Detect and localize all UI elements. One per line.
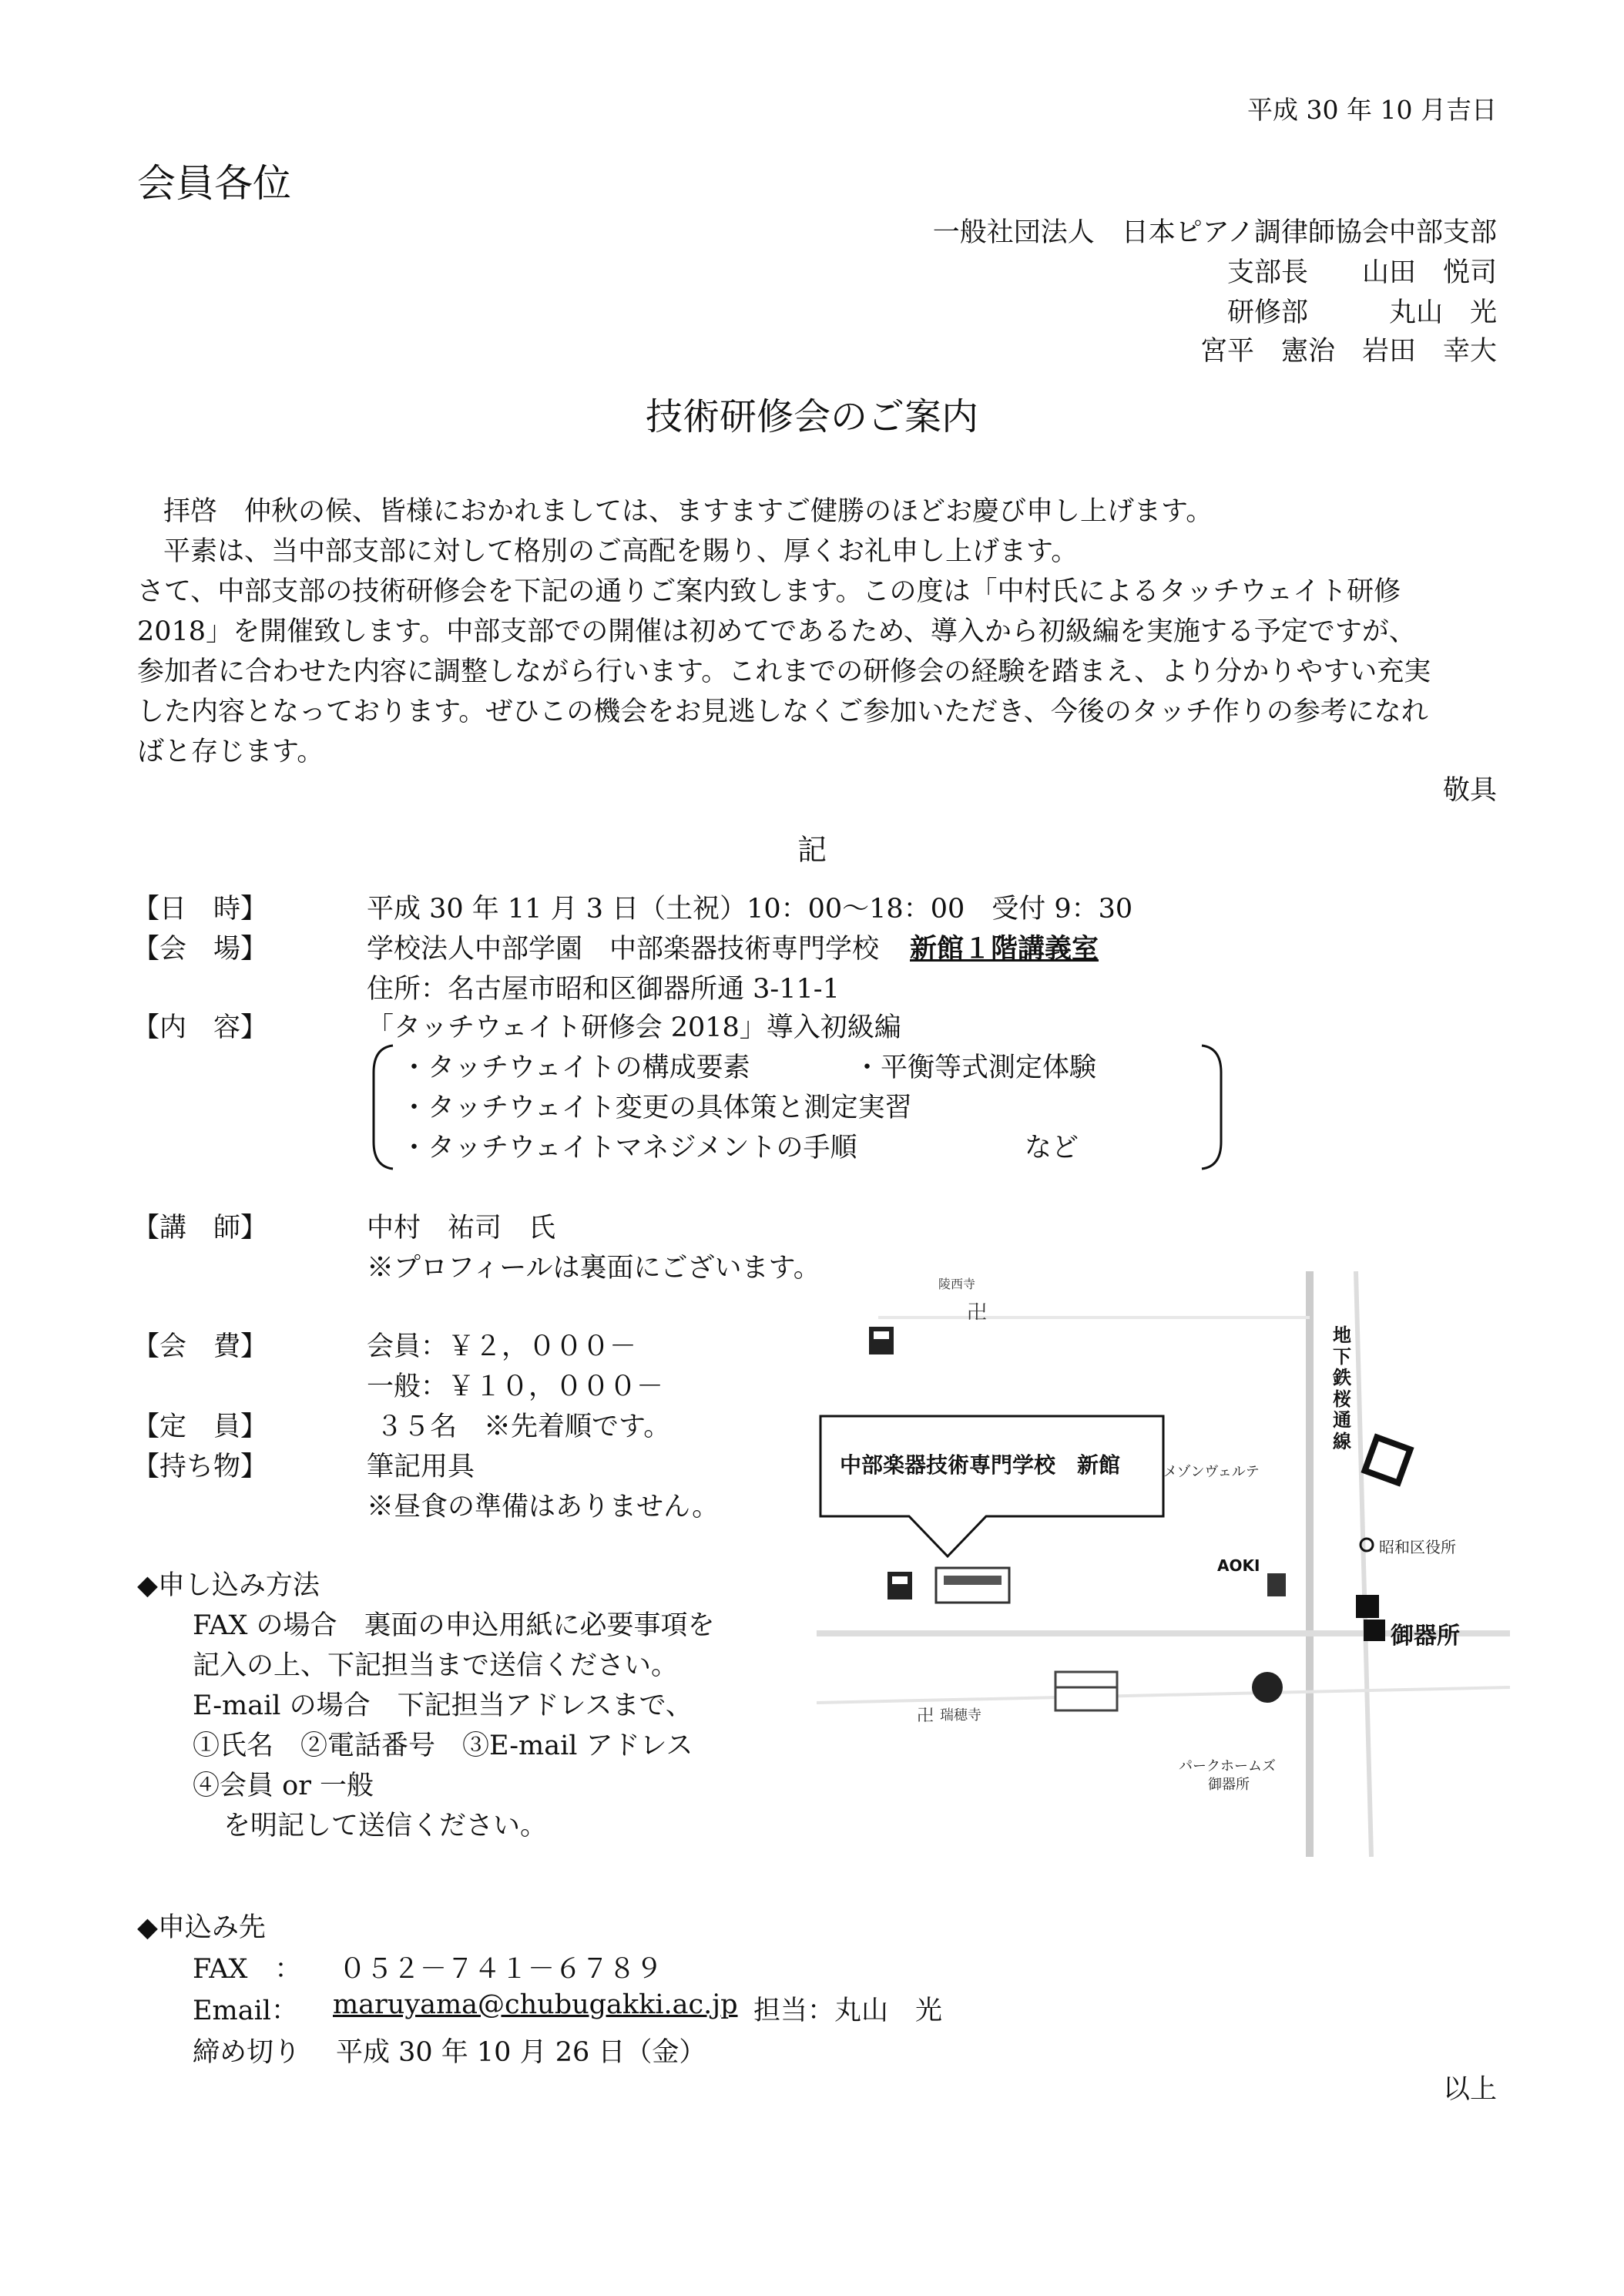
signer-1: 支部長 山田 悦司	[1226, 257, 1497, 288]
access-map	[817, 1271, 1510, 1857]
lecturer-label: 【講 師】	[133, 1213, 268, 1244]
email-label: Email：	[193, 1996, 298, 2026]
items-value: 筆記用具	[367, 1452, 475, 1482]
map-label-aoki: AOKI	[1217, 1556, 1260, 1575]
venue-name: 学校法人中部学園 中部楽器技術専門学校	[367, 934, 880, 965]
fee-member: 会員：￥２，０００－	[367, 1331, 637, 1362]
capacity-label: 【定 員】	[133, 1412, 268, 1442]
deadline-label: 締め切り	[193, 2037, 301, 2068]
signer-3: 宮平 憲治 岩田 幸大	[1200, 336, 1497, 367]
apply-line-5: ④会員 or 一般	[193, 1771, 374, 1801]
map-label-mezon: メゾンヴェルテ	[1163, 1464, 1260, 1480]
venue-value	[367, 928, 1099, 966]
capacity-value: ３５名 ※先着順です。	[376, 1412, 671, 1442]
map-label-ward-office: 昭和区役所	[1379, 1538, 1456, 1556]
lecturer-note: ※プロフィールは裏面にございます。	[367, 1253, 820, 1284]
items-label: 【持ち物】	[133, 1452, 268, 1482]
venue-address: 住所：名古屋市昭和区御器所通 3-11-1	[367, 974, 840, 1005]
email-address[interactable]: maruyama@chubugakki.ac.jp	[333, 1989, 738, 2020]
svg-text:卍: 卍	[917, 1707, 934, 1726]
body-line-6: した内容となっております。ぜひこの機会をお見逃しなくご参加いただき、今後のタッチ作りの参考になれ	[137, 697, 1428, 727]
temple-icon: 卍	[967, 1301, 988, 1324]
map-callout: 中部楽器技術専門学校 新館	[840, 1452, 1121, 1478]
page-title: 技術研修会のご案内	[645, 395, 978, 438]
content-label: 【内 容】	[133, 1012, 268, 1043]
items-note: ※昼食の準備はありません。	[367, 1492, 720, 1522]
fax-number: ０５２－７４１－６７８９	[339, 1954, 663, 1985]
map-label-park2: 御器所	[1208, 1777, 1250, 1793]
body-line-5: 参加者に合わせた内容に調整しながら行います。これまでの研修会の経験を踏まえ、より分かりやすい充実	[137, 656, 1431, 687]
map-label-temple2: 瑞穂寺	[940, 1707, 981, 1724]
map-temple-top: 陵西寺	[938, 1277, 976, 1291]
map-label-station: 御器所	[1391, 1623, 1460, 1650]
fax-label: FAX ：	[193, 1954, 302, 1985]
content-item-3: ・タッチウェイトマネジメントの手順	[401, 1133, 857, 1163]
body-line-3: さて、中部支部の技術研修会を下記の通りご案内致します。この度は「中村氏によるタッチウェイト研修	[137, 576, 1401, 607]
fee-label: 【会 費】	[133, 1331, 268, 1362]
venue-room: 新館１階講義室	[910, 933, 1099, 965]
lecturer-value: 中村 祐司 氏	[367, 1213, 556, 1244]
content-item-1: ・タッチウェイトの構成要素	[401, 1052, 750, 1083]
organization-name: 一般社団法人 日本ピアノ調律師協会中部支部	[932, 217, 1497, 248]
apply-line-3: E-mail の場合 下記担当アドレスまで、	[193, 1690, 693, 1721]
body-line-4: 2018」を開催致します。中部支部での開催は初めてであるため、導入から初級編を実施する予定ですが、	[137, 616, 1416, 647]
content-value: 「タッチウェイト研修会 2018」導入初級編	[367, 1012, 901, 1043]
apply-line-1: FAX の場合 裏面の申込用紙に必要事項を	[193, 1610, 715, 1641]
end-word: 以上	[1442, 2074, 1497, 2105]
deadline-value: 平成 30 年 10 月 26 日（金）	[336, 2037, 706, 2068]
content-item-1b: ・平衡等式測定体験	[854, 1052, 1097, 1083]
apply-line-4: ①氏名 ②電話番号 ③E-mail アドレス	[193, 1730, 693, 1761]
content-item-2: ・タッチウェイト変更の具体策と測定実習	[401, 1093, 912, 1123]
fee-general: 一般：￥１０，０００－	[367, 1371, 664, 1402]
datetime-label: 【日 時】	[133, 894, 268, 925]
contact-person: 担当：丸山 光	[753, 1996, 943, 2026]
apply-line-6: を明記して送信ください。	[223, 1811, 548, 1841]
body-line-7: ばと存じます。	[137, 737, 324, 767]
map-graphic	[817, 1271, 1510, 1857]
apply-line-2: 記入の上、下記担当まで送信ください。	[193, 1650, 679, 1681]
contact-heading: ◆申込み先	[137, 1912, 266, 1943]
recipient: 会員各位	[137, 161, 291, 206]
body-line-1: 拝啓 仲秋の候、皆様におかれましては、ますますご健勝のほどお慶び申し上げます。	[163, 496, 1213, 527]
ki-heading: 記	[797, 833, 827, 867]
venue-label: 【会 場】	[133, 934, 268, 965]
map-subway-line: 地下鉄桜通線	[1333, 1324, 1351, 1452]
datetime-value: 平成 30 年 11 月 3 日（土祝）10：00～18：00 受付 9：30	[367, 894, 1133, 925]
signer-2: 研修部 丸山 光	[1226, 297, 1497, 328]
closing-word: 敬具	[1442, 775, 1497, 806]
map-label-park: パークホームズ	[1179, 1758, 1276, 1774]
body-line-2: 平素は、当中部支部に対して格別のご高配を賜り、厚くお礼申し上げます。	[163, 536, 1079, 567]
document-date: 平成 30 年 10 月吉日	[1247, 95, 1497, 125]
apply-heading: ◆申し込み方法	[137, 1570, 320, 1601]
content-etc: など	[1025, 1133, 1079, 1163]
